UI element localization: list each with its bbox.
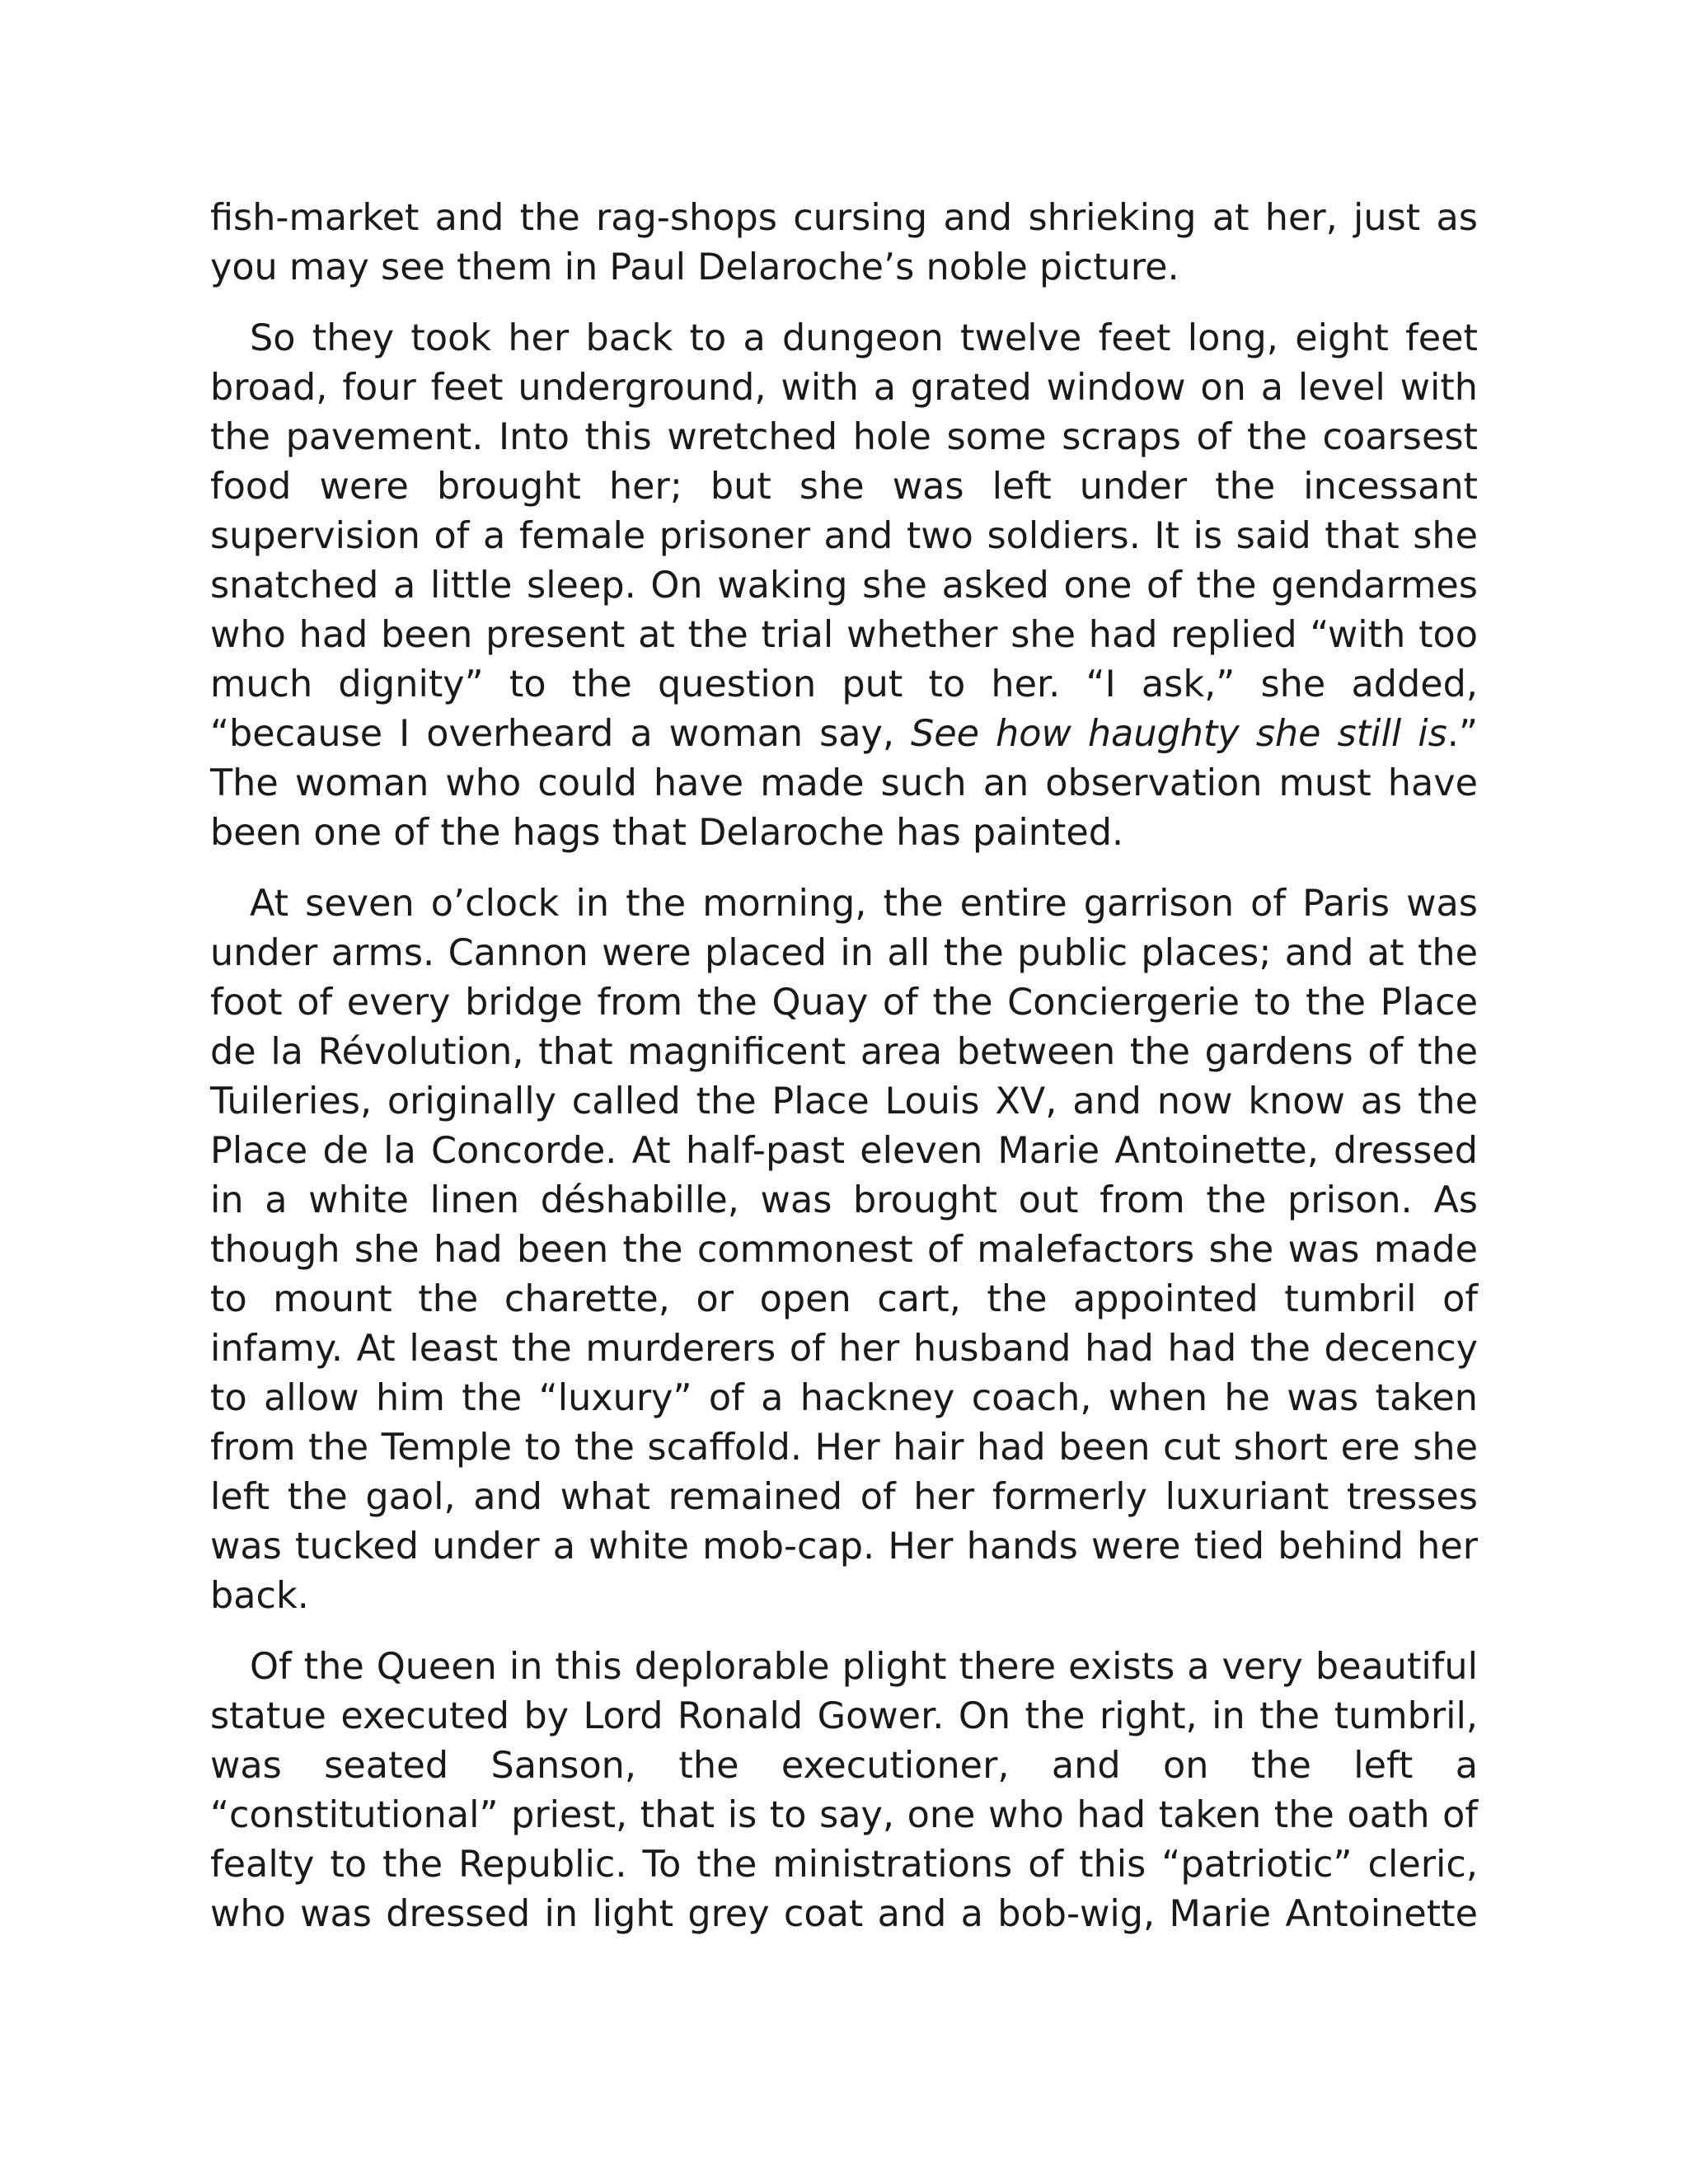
book-page: [210, 194, 1478, 1961]
paragraph-text: fish-market and the rag-shops cursing and shrieking at her, just as you may see them in Paul Delaroche’s noble picture.: [210, 197, 1478, 288]
italic-quote: See how haughty she still is: [911, 713, 1447, 755]
paragraph-text: At seven o’clock in the morning, the entire garrison of Paris was under arms. Cannon were placed in all the public places; and at the foot of every bridge from the Quay of the Conciergerie to the Place de la Révolution, that magnificent area between the gardens of the Tuileries, originally called the Place Louis XV, and now know as the Place de la Concorde. At half-past eleven Marie Antoinette, dressed in a white linen déshabille, was brought out from the prison. As though she had been the commonest of malefactors she was made to mount the charette, or open cart, the appointed tumbril of infamy. At least the murderers of her husband had had the decency to allow him the “luxury” of a hackney coach, when he was taken from the Temple to the scaffold. Her hair had been cut short ere she left the gaol, and what remained of her formerly luxuriant tresses was tucked under a white mob-cap. Her hands were tied behind her back.: [210, 883, 1478, 1617]
paragraph-3: [210, 879, 1478, 1621]
paragraph-text: .” The woman who could have made such an observation must have been one of the hags that Delaroche has painted.: [210, 713, 1478, 854]
paragraph-4: [210, 1643, 1478, 1939]
paragraph-text: So they took her back to a dungeon twelve feet long, eight feet broad, four feet underground, with a grated window on a level with the pavement. Into this wretched hole some scraps of the coarsest food were brought her; but she was left under the incessant supervision of a female prisoner and two soldiers. It is said that she snatched a little sleep. On waking she asked one of the gendarmes who had been present at the trial whether she had replied “with too much dignity” to the question put to her. “I ask,” she added, “because I overheard a woman say,: [210, 317, 1478, 755]
paragraph-text: Of the Queen in this deplorable plight there exists a very beautiful statue executed by Lord Ronald Gower. On the right, in the tumbril, was seated Sanson, the executioner, and on the left a “constitutional” priest, that is to say, one who had taken the oath of fealty to the Republic. To the ministrations of this “patriotic” cleric, who was dressed in light grey coat and a bob-wig, Marie Antoinette: [210, 1646, 1478, 1935]
paragraph-1: [210, 194, 1478, 293]
paragraph-2: [210, 314, 1478, 858]
